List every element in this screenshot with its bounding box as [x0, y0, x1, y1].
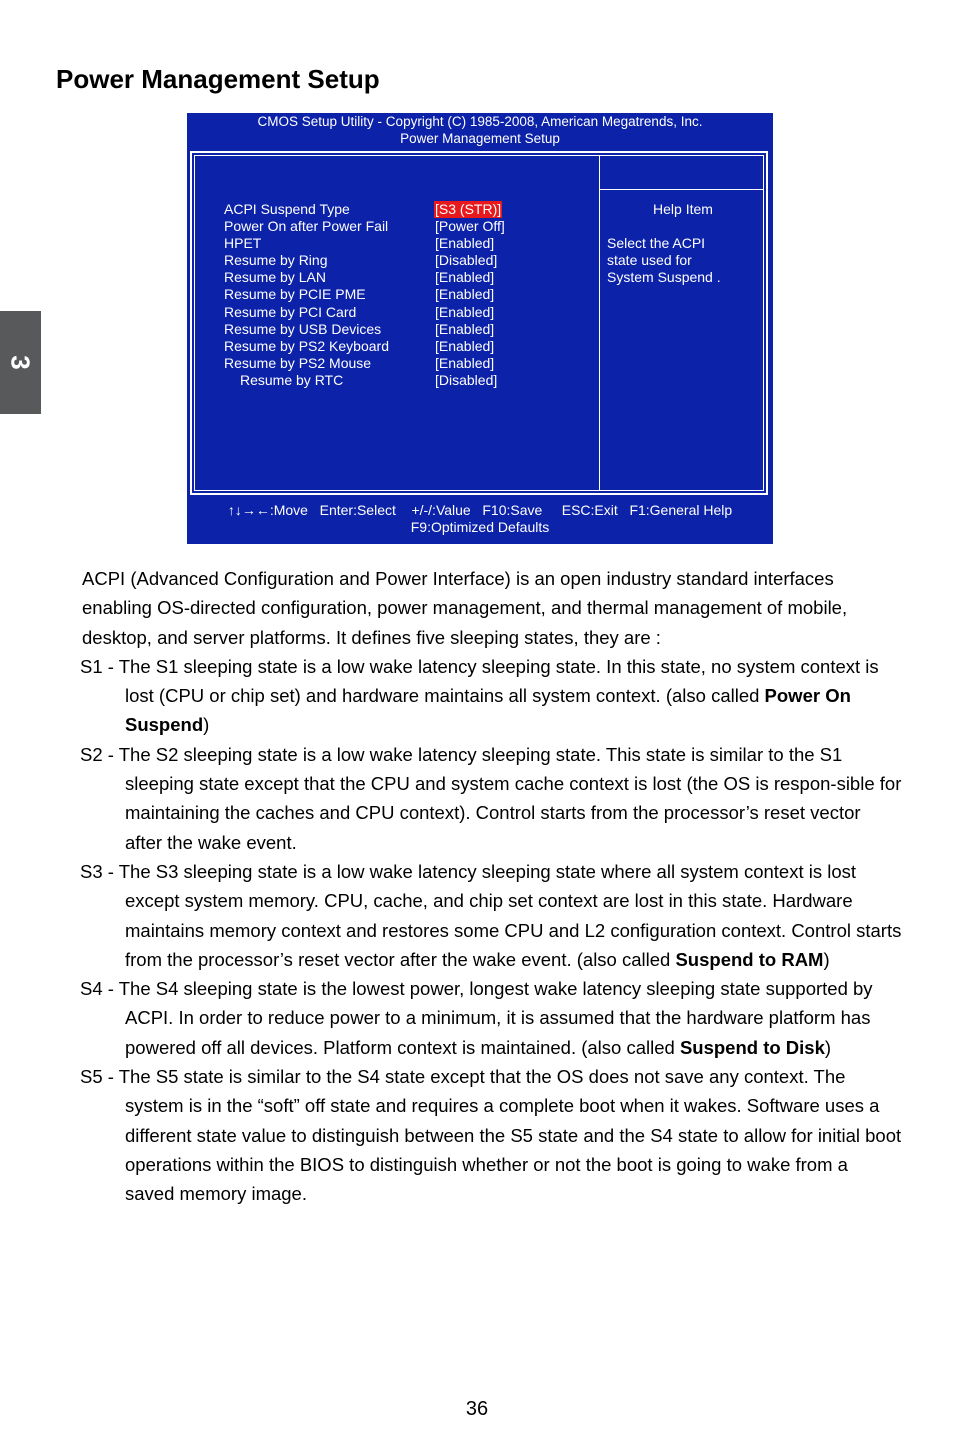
- setting-value-selected[interactable]: [S3 (STR)]: [435, 201, 502, 217]
- bios-screenshot: [187, 113, 773, 544]
- setting-label: Resume by RTC: [240, 371, 344, 388]
- page-number: 36: [465, 1398, 489, 1420]
- setting-label: Resume by Ring: [224, 252, 328, 269]
- setting-label: ACPI Suspend Type: [224, 201, 350, 217]
- setting-value[interactable]: [Power Off]: [435, 218, 505, 235]
- page-title: Power Management Setup: [56, 64, 380, 94]
- sleep-state-s3: [80, 857, 902, 974]
- state-text-after: ): [823, 948, 830, 970]
- sleep-state-s5: [80, 1062, 902, 1208]
- setting-value[interactable]: [Disabled]: [435, 371, 498, 388]
- setting-label: Power On after Power Fail: [224, 218, 389, 235]
- state-text: S5 - The S5 state is similar to the S4 state except that the OS does not save any context. The system is in the “soft” off state and requires a complete boot when it wakes. Software uses a different state value to distinguish between the S5 state and the S4 state to allow for initial boot operations within the BIOS to distinguish whether or not the boot is going to wake from a saved memory image.: [80, 1066, 902, 1205]
- state-bold-term: Suspend to RAM: [675, 948, 824, 970]
- sleep-state-s2: [80, 740, 902, 857]
- intro-paragraph: ACPI (Advanced Configuration and Power Interface) is an open industry standard interfaces enabling OS-directed configuration, power management, and thermal management of mobile, desktop, and server platforms. It defines five sleeping states, they are :: [82, 568, 848, 648]
- key-legend-line2: F9:Optimized Defaults: [410, 519, 550, 535]
- state-bold-term: Power On Suspend: [125, 685, 851, 736]
- setting-label: HPET: [224, 235, 262, 252]
- setting-value[interactable]: [Enabled]: [435, 303, 495, 320]
- setting-value[interactable]: [Disabled]: [435, 252, 498, 269]
- sleep-state-s4: [80, 974, 902, 1062]
- state-text: S4 - The S4 sleeping state is the lowest power, longest wake latency sleeping state supported by ACPI. In order to reduce power to a minimum, it is assumed that the hardware platform has powered off all devices. Platform context is maintained. (also called: [80, 978, 873, 1058]
- setting-label: Resume by PS2 Keyboard: [224, 337, 389, 354]
- setting-label: Resume by USB Devices: [224, 320, 382, 337]
- state-text: S3 - The S3 sleeping state is a low wake latency sleeping state where all system context is lost except system memory. CPU, cache, and chip set context are lost in this state. Hardware maintains memory context and restores some CPU and L2 configuration context. Control starts from the processor’s reset vector after the wake event. (also called: [80, 860, 902, 970]
- setting-label: Resume by PS2 Mouse: [224, 354, 372, 371]
- body-text: [80, 564, 902, 1209]
- setting-value[interactable]: [Enabled]: [435, 235, 495, 252]
- chapter-number: 3: [6, 355, 36, 370]
- setting-value[interactable]: [Enabled]: [435, 320, 495, 337]
- sleep-state-s1: [80, 652, 902, 740]
- chapter-tab: [0, 311, 41, 414]
- state-text-after: ): [824, 1036, 832, 1058]
- state-text: S2 - The S2 sleeping state is a low wake latency sleeping state. This state is similar to the S1 sleeping state except that the CPU and system cache context is lost (the OS is respon-sible for maintaining the caches and CPU context). Control starts from the processor’s reset vector after the wake event.: [80, 743, 902, 853]
- bios-key-legend: [187, 502, 773, 536]
- state-text-after: ): [203, 714, 210, 736]
- setting-value[interactable]: [Enabled]: [435, 286, 495, 303]
- help-item-title: Help Item: [653, 201, 713, 217]
- bios-column-divider: [599, 156, 600, 490]
- state-text: S1 - The S1 sleeping state is a low wake latency sleeping state. In this state, no system context is lost (CPU or chip set) and hardware maintains all system context. (also called: [80, 655, 879, 707]
- bios-header: [187, 113, 773, 147]
- setting-value[interactable]: [Enabled]: [435, 354, 495, 371]
- state-bold-term: Suspend to Disk: [679, 1036, 825, 1058]
- help-item-text: Select the ACPI state used for System Suspend .: [607, 235, 721, 285]
- setting-value[interactable]: [Enabled]: [435, 269, 495, 286]
- setting-label: Resume by PCI Card: [224, 303, 357, 320]
- key-legend-line1: ↑↓→←:Move Enter:Select +/-/:Value F10:Save ESC:Exit F1:General Help: [227, 502, 733, 518]
- bios-screen-title: Power Management Setup: [400, 131, 560, 146]
- bios-frame: [190, 151, 768, 495]
- setting-label: Resume by LAN: [224, 269, 326, 286]
- bios-copyright: CMOS Setup Utility - Copyright (C) 1985-2008, American Megatrends, Inc.: [257, 114, 703, 129]
- help-title-rule: [599, 189, 763, 190]
- setting-label: Resume by PCIE PME: [224, 286, 366, 303]
- setting-value[interactable]: [Enabled]: [435, 337, 495, 354]
